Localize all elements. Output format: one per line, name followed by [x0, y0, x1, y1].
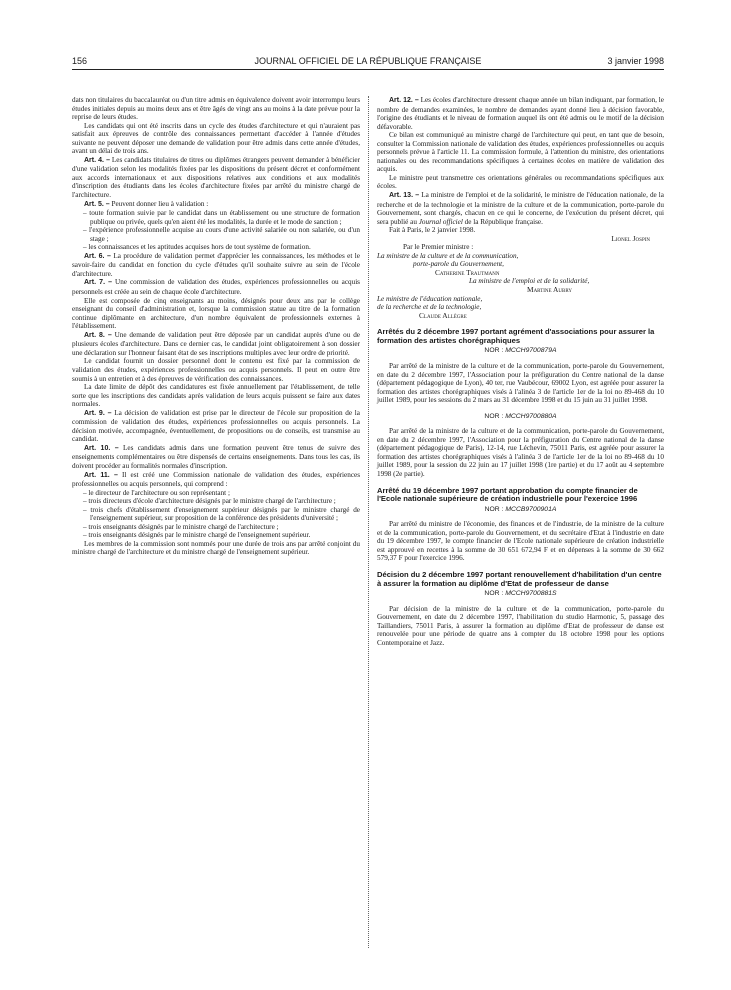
- paragraph: La date limite de dépôt des candidatures est fixée annuellement par l'établissement, de telle sorte que les inscriptions des candidats après validation de leurs acquis puissent se faire aux dates normales.: [72, 383, 360, 409]
- list-item: – trois directeurs d'école d'architecture désignés par le ministre chargé de l'architecture ;: [72, 497, 360, 506]
- paragraph: Le ministre peut transmettre ces orientations générales ou recommandations spécifiques aux écoles.: [377, 173, 664, 191]
- article-10: Art. 10. – Les candidats admis dans une formation peuvent être tenus de suivre des enseignements complémentaires ou être dispensés de certains enseignements. Dans tous les cas, ils doivent procéder au formalités normales d'inscription.: [72, 443, 360, 470]
- article-13: Art. 13. – La ministre de l'emploi et de la solidarité, le ministre de l'éducation nationale, de la recherche et de la technologie et la ministre de la culture et de la communication, porte-parole du Gouvernement, sont chargés, chacun en ce qui le concerne, de l'exécution du présent décret, qui sera publié au Journal officiel de la République française.: [377, 191, 664, 226]
- page-header: [72, 56, 664, 70]
- paragraph: Par arrêté de la ministre de la culture et de la communication, porte-parole du Gouvernement, en date du 2 décembre 1997, l'Association pour la préfiguration du Centre national de la danse (département pédagogique de Lyon), 40 ter, rue Vaubécour, 69002 Lyon, est agréée pour assurer la formation des artistes chorégraphiques visés à l'alinéa 3 de l'article 1er de la loi no 89-468 du 10 juillet 1989, pour les sessions du 2 mars au 31 décembre 1998 et du 15 juin au 31 juillet 1998.: [377, 361, 664, 405]
- list-item: – trois chefs d'établissement d'enseignement supérieur désignés par le ministre chargé de l'enseignement supérieur, sur proposition de la conférence des présidents d'université ;: [72, 506, 360, 523]
- signature-pm: Lionel Jospin: [611, 233, 650, 243]
- nor-line: NOR : MCCH9700880A: [484, 412, 557, 420]
- list-item: – trois enseignants désignés par le ministre chargé de l'enseignement supérieur.: [72, 531, 360, 540]
- paragraph: Les candidats qui ont été inscrits dans un cycle des études d'architecture et qui n'auraient pas satisfait aux épreuves de contrôle des connaissances permettant d'accéder à l'année d'études suivante ne peuvent déposer une demande de validation pour être admis dans cette année d'études, avant un délai de trois ans.: [72, 121, 360, 156]
- signature-culture: Catherine Trautmann: [435, 267, 500, 277]
- minister-culture: La ministre de la culture et de la communication,: [377, 251, 519, 260]
- header-rule: [72, 69, 664, 70]
- section-title: Décision du 2 décembre 1997 portant renouvellement d'habilitation d'un centre à assurer la formation au diplôme d'Etat de professeur de danse: [377, 569, 662, 588]
- article-4: Art. 4. – Les candidats titulaires de titres ou diplômes étrangers peuvent demander à bénéficier d'une validation selon les modalités fixées par les dispositions du présent décret et conformément aux accords internationaux et aux dispositions relatives aux conditions et aux modalités d'inscription des étudiants dans les écoles d'architecture fixées par arrêté du ministre chargé de l'architecture.: [72, 155, 360, 200]
- article-5-list: [72, 209, 360, 252]
- article-12: Art. 12. – Les écoles d'architecture dressent chaque année un bilan indiquant, par formation, le nombre de demandes examinées, le nombre de demandes ayant donné lieu à décision favorable, l'origine des étudiants et le niveau de formation auquel ils ont été admis ou le motif de la décision défavorable.: [377, 96, 664, 131]
- signature-emploi: Martine Aubry: [527, 285, 572, 295]
- date-line: Fait à Paris, le 2 janvier 1998.: [389, 226, 476, 235]
- minister-education: Le ministre de l'éducation nationale,: [377, 294, 483, 303]
- paragraph: Le candidat fournit un dossier personnel dont le contenu est fixé par la commission de validation des études, expériences professionnelles ou acquis personnels. Il peut en outre être soumis à un entretien et à des épreuves de vérification des connaissances.: [72, 357, 360, 383]
- article-11-list: [72, 489, 360, 540]
- paragraph: Par arrêté du ministre de l'économie, des finances et de l'industrie, de la ministre de la culture et de la communication, porte-parole du Gouvernement, et du secrétaire d'Etat à l'industrie en date du 19 décembre 1997, le compte financier de l'Ecole nationale supérieure de création industrielle est approuvé en recettes à la somme de 30 651 672,94 F et en dépenses à la somme de 30 662 579,37 F pour l'exercice 1996.: [377, 520, 664, 563]
- list-item: – le directeur de l'architecture ou son représentant ;: [72, 489, 360, 498]
- nor-line: NOR : MCCH9700881S: [484, 590, 557, 598]
- section-title: Arrêtés du 2 décembre 1997 portant agrément d'associations pour assurer la formation des artistes chorégraphiques: [377, 327, 655, 345]
- article-8: Art. 8. – Une demande de validation peut être déposée par un candidat auprès d'une ou de plusieurs écoles d'architecture. Dans ce dernier cas, le candidat joint obligatoirement à son dossier une déclaration sur l'honneur faisant état de ses inscriptions multiples avec leur ordre de priorité.: [72, 330, 360, 357]
- minister-culture-2: porte-parole du Gouvernement,: [413, 260, 504, 269]
- left-column: [72, 96, 360, 557]
- article-11: Art. 11. – Il est créé une Commission nationale de validation des études, expériences professionnelles ou acquis personnels, qui comprend :: [72, 470, 360, 489]
- nor-line: NOR : MCCH9700879A: [484, 347, 557, 355]
- minister-education-2: de la recherche et de la technologie,: [377, 303, 482, 312]
- paragraph: Les membres de la commission sont nommés pour une durée de trois ans par arrêté conjoint du ministre chargé de l'architecture et du ministre chargé de l'enseignement supérieur.: [72, 539, 360, 557]
- article-9: Art. 9. – La décision de validation est prise par le directeur de l'école sur proposition de la commission de validation des études, expériences professionnelles ou acquis personnels. La décision motivée, accompagnée, éventuellement, de propositions ou de conseils, est transmise au candidat.: [72, 408, 360, 444]
- signature-education: Claude Allègre: [419, 310, 467, 320]
- list-item: – les connaissances et les aptitudes acquises hors de tout système de formation.: [72, 243, 360, 252]
- journal-title: JOURNAL OFFICIEL DE LA RÉPUBLIQUE FRANÇAISE: [254, 56, 482, 66]
- paragraph: Elle est composée de cinq enseignants au moins, désignés pour deux ans par le collège enseignant du conseil d'administration et, lorsque la commission statue au titre de la formation continue diplômante en architecture, d'un nombre équivalent de professionnels externes à l'établissement.: [72, 296, 360, 331]
- list-item: – toute formation suivie par le candidat dans un établissement ou une structure de formation publique ou privée, quels qu'en aient été les modalités, la durée et le mode de sanction ;: [72, 209, 360, 226]
- paragraph: dats non titulaires du baccalauréat ou d'un titre admis en équivalence doivent avoir interrompu leurs études initiales depuis au moins deux ans et être âgés de vingt ans au moins à la date prévue pour la reprise de leurs études.: [72, 96, 360, 122]
- paragraph: Par arrêté de la ministre de la culture et de la communication, porte-parole du Gouvernement, en date du 2 décembre 1997, l'Association pour la préfiguration du Centre national de la danse (département pédagogique de Paris), 12-14, rue Léchevin, 75011 Paris, est agréée pour assurer la formation des artistes chorégraphiques visés à l'alinéa 3 de l'article 1er de la loi no 89-468 du 10 juillet 1989, pour la session du 22 juin au 17 juillet 1998 (1re partie) et du 17 août au 4 septembre 1998 (2e partie).: [377, 427, 664, 478]
- page-number: 156: [72, 56, 88, 66]
- paragraph: Ce bilan est communiqué au ministre chargé de l'architecture qui peut, en tant que de besoin, consulter la Commission nationale de validation des études, expériences professionnelles ou acquis personnels prévue à l'article 11. La commission formule, à l'attention du ministre, des orientations nationales ou des recommandations spécifiques à certaines écoles en matière de validation des acquis.: [377, 131, 664, 174]
- article-7: Art. 7. – Une commission de validation des études, expériences professionnelles ou acquis personnels est créée au sein de chaque école d'architecture.: [72, 278, 360, 297]
- list-item: – trois enseignants désignés par le ministre chargé de l'architecture ;: [72, 523, 360, 532]
- column-divider: [368, 96, 369, 948]
- by-pm: Par le Premier ministre :: [403, 243, 474, 252]
- nor-line: NOR : MCCB9700901A: [484, 505, 557, 513]
- minister-emploi: La ministre de l'emploi et de la solidarité,: [469, 277, 590, 286]
- list-item: – l'expérience professionnelle acquise au cours d'une activité salariée ou non salariée, ou d'un stage ;: [72, 226, 360, 243]
- section-title: Arrêté du 19 décembre 1997 portant approbation du compte financier de l'Ecole nationale supérieure de création industrielle pour l'exercice 1996: [377, 485, 638, 504]
- issue-date: 3 janvier 1998: [607, 56, 664, 66]
- article-6: Art. 6. – La procédure de validation permet d'apprécier les connaissances, les méthodes et le savoir-faire du candidat en fonction du cycle d'études qu'il souhaite suivre au sein de l'école d'architecture.: [72, 251, 360, 278]
- right-column: [377, 96, 664, 647]
- paragraph: Par décision de la ministre de la culture et de la communication, porte-parole du Gouvernement, en date du 2 décembre 1997, l'habilitation du studio Harmonic, 5, passage des Taillandiers, 75011 Paris, à assurer la formation au diplôme d'Etat de professeur de danse est renouvelée pour une période de quatre ans à compter du 18 octobre 1998 pour les options Contemporaine et Jazz.: [377, 604, 664, 647]
- article-5: Art. 5. – Peuvent donner lieu à validation :: [84, 199, 209, 208]
